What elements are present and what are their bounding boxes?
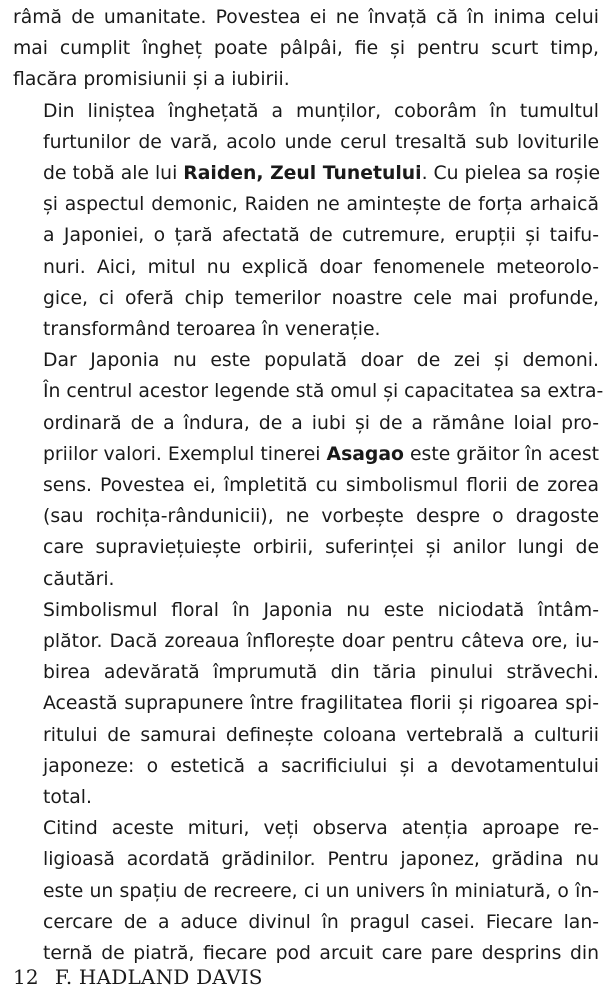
text-line: Simbolismul floral în Japonia nu este niciodată întâm-: [43, 599, 599, 621]
text-line: Citind aceste mituri, veți observa atenția aproape re-: [43, 818, 599, 840]
text-line: plător. Dacă zoreaua înflorește doar pentru câteva ore, iu-: [43, 631, 599, 653]
paragraph: [13, 595, 599, 813]
text-line: Din liniștea înghețată a munților, coborâm în tumultul: [43, 100, 599, 122]
text-line: Această suprapunere între fragilitatea florii și rigoarea spi-: [43, 693, 599, 715]
paragraph: [13, 813, 599, 969]
text-line: ternă de piatră, fiecare pod arcuit care pare desprins din: [43, 943, 599, 965]
text-line: care supraviețuiește orbirii, suferinței și anilor lungi de: [43, 537, 599, 559]
text-line: căutări.: [43, 568, 115, 590]
body-text: [13, 2, 604, 969]
emphasized-name: Raiden, Zeul Tunetului: [183, 163, 422, 185]
text-line: Dar Japonia nu este populată doar de zei și demoni.: [43, 350, 599, 372]
text-line: este un spațiu de recreere, ci un univers în miniatură, o în-: [43, 880, 599, 902]
running-author: F. HADLAND DAVIS: [54, 965, 263, 989]
text-line: priilor valori. Exemplul tinerei Asagao este grăitor în acest: [43, 443, 599, 465]
text-line: transformând teroarea în venerație.: [43, 319, 381, 341]
emphasized-name: Asagao: [326, 443, 404, 465]
text-line: În centrul acestor legende stă omul și capacitatea sa extra-: [43, 381, 604, 403]
text-line: ligioasă acordată grădinilor. Pentru japonez, grădina nu: [43, 849, 599, 871]
paragraph: [13, 96, 599, 346]
text-line: total.: [43, 787, 92, 809]
text-line: flacăra promisiunii și a iubirii.: [13, 69, 290, 91]
text-line: râmă de umanitate. Povestea ei ne învață că în inima celui: [13, 7, 599, 28]
text-line: japoneze: o estetică a sacrificiului și a devotamentului: [43, 755, 599, 777]
text-line: nuri. Aici, mitul nu explică doar fenomenele meteorolo-: [43, 256, 599, 278]
text-line: birea adevărată împrumută din tăria pinului străvechi.: [43, 662, 599, 684]
text-line: gice, ci oferă chip temerilor noastre cele mai profunde,: [43, 287, 599, 309]
text-line: a Japoniei, o țară afectată de cutremure, erupții și taifu-: [43, 225, 599, 247]
text-line: mai cumplit îngheț poate pâlpâi, fie și pentru scurt timp,: [13, 38, 599, 60]
text-line: de tobă ale lui Raiden, Zeul Tunetului. Cu pielea sa roșie: [43, 163, 601, 185]
text-line: sens. Povestea ei, împletită cu simbolismul florii de zorea: [43, 475, 599, 497]
page-footer: [13, 965, 263, 989]
paragraph: [13, 2, 599, 96]
page-number: 12: [13, 965, 39, 989]
text-line: ritului de samurai definește coloana vertebrală a culturii: [43, 724, 599, 746]
text-line: cercare de a aduce divinul în pragul casei. Fiecare lan-: [43, 911, 599, 933]
text-line: furtunilor de vară, acolo unde cerul tresaltă sub loviturile: [43, 131, 599, 153]
text-line: (sau rochița-rândunicii), ne vorbește despre o dragoste: [43, 506, 599, 528]
text-line: ordinară de a îndura, de a iubi și de a rămâne loial pro-: [43, 412, 599, 434]
paragraph: [13, 345, 604, 595]
text-line: și aspectul demonic, Raiden ne amintește de forța arhaică: [43, 194, 599, 216]
